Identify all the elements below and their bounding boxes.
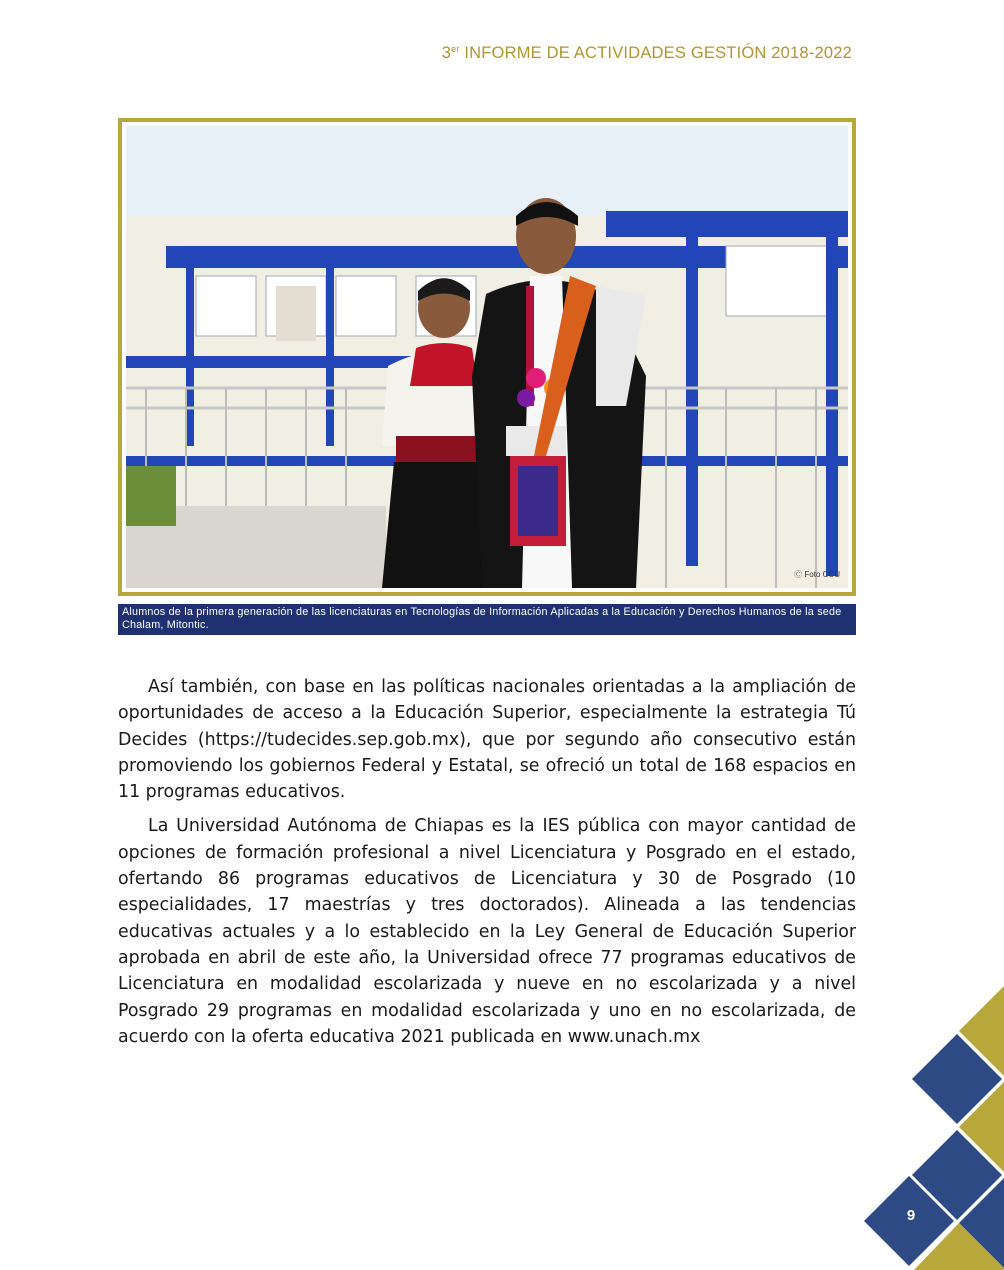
paragraph-1: Así también, con base en las políticas nacionales orientadas a la ampliación de oportunidades de acceso a la Educación Superior, especialmente la estrategia Tú Decides (https://tudecides.sep.gob.mx), que por segundo año consecutivo están promoviendo los gobiernos Federal y Estatal, se ofreció un total de 168 espacios en 11 programas educativos. <box>118 677 856 803</box>
paragraph-2: La Universidad Autónoma de Chiapas es la IES pública con mayor cantidad de opciones de formación profesional a nivel Licenciatura y Posgrado en el estado, ofertando 86 programas educativos de Licenciatura y 30 de Posgrado (10 especialidades, 17 maestrías y tres doctorados). Alineada a las tendencias educativas actuales y a lo establecido en la Ley General de Educación Superior aprobada en abril de este año, la Universidad ofrece 77 programas educativos de Licenciatura en modalidad escolarizada y nueve en no escolarizada y a nivel Posgrado 29 programas en modalidad escolarizada y uno en no escolarizada, de acuerdo con la oferta educativa 2021 publicada en www.unach.mx <box>118 816 856 1047</box>
header-title: INFORME DE ACTIVIDADES GESTIÓN 2018-2022 <box>464 44 852 62</box>
page-number: 9 <box>906 1207 916 1224</box>
photo-credit: Ⓒ Foto CCU <box>794 570 840 579</box>
header-superscript: er <box>451 44 460 54</box>
photo-caption: Alumnos de la primera generación de las licenciaturas en Tecnologías de Información Aplicadas a la Educación y Derechos Humanos de la sede Chalam, Mitontic. <box>118 604 856 635</box>
header-number: 3 <box>441 44 452 62</box>
